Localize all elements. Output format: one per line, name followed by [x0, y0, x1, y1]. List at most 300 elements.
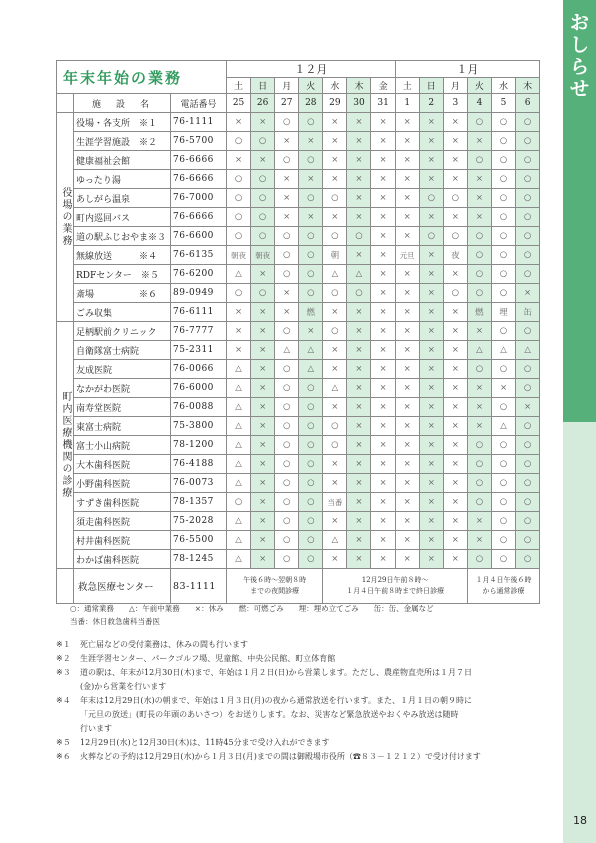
status-cell: ○: [251, 284, 275, 303]
status-cell: ×: [419, 132, 443, 151]
status-cell: ×: [275, 132, 299, 151]
status-cell: ○: [419, 189, 443, 208]
facility-name: 友成医院: [74, 360, 171, 379]
footnote-key: ※３: [56, 668, 71, 677]
status-cell: ×: [323, 151, 347, 170]
status-cell: ×: [395, 550, 419, 569]
table-row: [57, 189, 540, 208]
status-cell: ○: [275, 151, 299, 170]
status-cell: ×: [323, 341, 347, 360]
status-cell: ○: [299, 436, 323, 455]
status-cell: ×: [323, 455, 347, 474]
status-cell: ○: [299, 227, 323, 246]
weekday-cell: 木: [516, 78, 540, 94]
status-cell: ×: [419, 398, 443, 417]
status-cell: ○: [275, 531, 299, 550]
status-cell: ○: [275, 379, 299, 398]
status-cell: ○: [491, 227, 515, 246]
table-row: [57, 208, 540, 227]
status-cell: ×: [323, 170, 347, 189]
status-cell: ○: [299, 512, 323, 531]
facility-phone: 78-1357: [171, 493, 227, 512]
facility-name: 自衛隊富士病院: [74, 341, 171, 360]
status-cell: △: [227, 512, 251, 531]
status-cell: ○: [251, 227, 275, 246]
footnote-text: 年末は12月29日(水)の朝まで、年始は１月３日(月)の夜から通常放送を行います。また、１月１日の朝９時に 「元旦の放送」(町長の年頭のあいさつ）をお送りします。なお、災害など緊急放送やおくやみ放送は随時 行います: [80, 696, 473, 733]
facility-name: あしがら温泉: [74, 189, 171, 208]
table-row: [57, 493, 540, 512]
group-label-medical: 町内医療機関の診療: [57, 322, 74, 569]
status-cell: ×: [467, 208, 491, 227]
status-cell: ×: [347, 170, 371, 189]
date-cell: 25: [227, 94, 251, 113]
status-cell: ○: [516, 151, 540, 170]
status-cell: ×: [467, 379, 491, 398]
status-cell: ×: [371, 360, 395, 379]
weekday-cell: 水: [491, 78, 515, 94]
status-cell: ×: [395, 360, 419, 379]
status-cell: ×: [251, 531, 275, 550]
facility-phone: 76-5700: [171, 132, 227, 151]
status-cell: ×: [395, 493, 419, 512]
status-cell: ×: [419, 360, 443, 379]
status-cell: ○: [323, 227, 347, 246]
facility-name: ゆったり湯: [74, 170, 171, 189]
status-cell: ×: [251, 550, 275, 569]
status-cell: ×: [299, 322, 323, 341]
weekday-cell: 日: [419, 78, 443, 94]
status-cell: ×: [347, 151, 371, 170]
status-cell: ×: [467, 531, 491, 550]
emergency-row: [57, 569, 540, 604]
status-cell: ○: [491, 189, 515, 208]
status-cell: ○: [275, 227, 299, 246]
status-cell: ○: [275, 550, 299, 569]
facility-name: 生涯学習施設 ※２: [74, 132, 171, 151]
status-cell: ×: [371, 303, 395, 322]
table-row: [57, 360, 540, 379]
status-cell: ○: [275, 246, 299, 265]
footnote: [56, 736, 550, 750]
status-cell: ×: [395, 284, 419, 303]
table-row: [57, 246, 540, 265]
status-cell: ×: [419, 151, 443, 170]
status-cell: ×: [516, 398, 540, 417]
status-cell: ○: [467, 436, 491, 455]
status-cell: ○: [516, 360, 540, 379]
status-cell: ×: [443, 360, 467, 379]
status-cell: ○: [299, 284, 323, 303]
status-cell: ○: [491, 512, 515, 531]
facility-phone: 76-0073: [171, 474, 227, 493]
footnote-text: 12月29日(水)と12月30日(木)は、11時45分まで受け入れができます: [80, 738, 330, 747]
sidebar-band: [563, 0, 596, 843]
status-cell: ○: [299, 189, 323, 208]
weekday-cell: 木: [347, 78, 371, 94]
status-cell: ○: [516, 417, 540, 436]
status-cell: 燃: [299, 303, 323, 322]
status-cell: ×: [395, 417, 419, 436]
status-cell: ○: [467, 284, 491, 303]
facility-name: 斎場 ※６: [74, 284, 171, 303]
status-cell: ×: [347, 189, 371, 208]
weekday-cell: 火: [299, 78, 323, 94]
status-cell: ×: [251, 474, 275, 493]
status-cell: ○: [275, 398, 299, 417]
status-cell: 朝: [323, 246, 347, 265]
status-cell: ×: [443, 512, 467, 531]
status-cell: ×: [251, 303, 275, 322]
status-cell: ×: [347, 379, 371, 398]
status-cell: ×: [395, 379, 419, 398]
status-cell: ×: [275, 284, 299, 303]
status-cell: ○: [516, 246, 540, 265]
status-cell: △: [275, 341, 299, 360]
status-cell: ○: [491, 322, 515, 341]
header-facility: 施 設 名: [74, 94, 171, 113]
status-cell: ×: [419, 208, 443, 227]
status-cell: ×: [323, 113, 347, 132]
status-cell: ○: [251, 189, 275, 208]
status-cell: ○: [275, 265, 299, 284]
weekday-cell: 月: [275, 78, 299, 94]
status-cell: ×: [419, 170, 443, 189]
status-cell: ○: [516, 113, 540, 132]
status-cell: ○: [491, 246, 515, 265]
legend: [70, 602, 434, 628]
legend-symbols: ○：通常業務 △：午前中業務 ×：休み 燃：可燃ごみ 埋：埋め立てごみ 缶：缶、金属など: [70, 604, 434, 613]
status-cell: ×: [419, 284, 443, 303]
facility-phone: 76-4188: [171, 455, 227, 474]
status-cell: ×: [323, 303, 347, 322]
status-cell: ○: [467, 360, 491, 379]
status-cell: ○: [323, 436, 347, 455]
status-cell: ×: [251, 512, 275, 531]
status-cell: ×: [443, 113, 467, 132]
status-cell: ×: [443, 265, 467, 284]
status-cell: ○: [275, 360, 299, 379]
status-cell: ×: [419, 246, 443, 265]
status-cell: ×: [275, 208, 299, 227]
facility-name: ごみ収集: [74, 303, 171, 322]
status-cell: ×: [299, 208, 323, 227]
table-row: [57, 113, 540, 132]
facility-phone: 75-2311: [171, 341, 227, 360]
status-cell: ×: [275, 170, 299, 189]
facility-name: 須走歯科医院: [74, 512, 171, 531]
status-cell: ×: [347, 512, 371, 531]
status-cell: ×: [395, 341, 419, 360]
status-cell: ○: [516, 322, 540, 341]
status-cell: ○: [251, 132, 275, 151]
status-cell: ○: [491, 550, 515, 569]
status-cell: ×: [395, 189, 419, 208]
status-cell: ○: [299, 531, 323, 550]
status-cell: ×: [227, 341, 251, 360]
facility-name: 南寿堂医院: [74, 398, 171, 417]
emergency-note-normal: １月４日午後６時 から通常診療: [467, 569, 539, 604]
status-cell: △: [227, 398, 251, 417]
status-cell: ×: [251, 436, 275, 455]
status-cell: ○: [299, 493, 323, 512]
status-cell: △: [227, 474, 251, 493]
status-cell: ×: [371, 550, 395, 569]
status-cell: △: [323, 531, 347, 550]
status-cell: ×: [323, 360, 347, 379]
date-cell: 3: [443, 94, 467, 113]
status-cell: 燃: [467, 303, 491, 322]
status-cell: ○: [516, 132, 540, 151]
status-cell: ×: [443, 322, 467, 341]
facility-name: 富士小山病院: [74, 436, 171, 455]
status-cell: ○: [516, 455, 540, 474]
status-cell: ×: [371, 132, 395, 151]
emergency-phone: 83-1111: [171, 569, 227, 604]
status-cell: ○: [467, 265, 491, 284]
status-cell: ○: [516, 208, 540, 227]
status-cell: 元旦: [395, 246, 419, 265]
status-cell: △: [227, 531, 251, 550]
status-cell: ○: [299, 113, 323, 132]
status-cell: ○: [347, 227, 371, 246]
status-cell: ×: [395, 474, 419, 493]
status-cell: ×: [347, 493, 371, 512]
status-cell: ×: [251, 360, 275, 379]
status-cell: ×: [443, 474, 467, 493]
status-cell: ○: [323, 322, 347, 341]
table-row: [57, 303, 540, 322]
emergency-note-allday: 12月29日午前８時～ １月４日午前８時まで終日診療: [323, 569, 468, 604]
footnote: [56, 666, 550, 694]
status-cell: 夜: [443, 246, 467, 265]
status-cell: ×: [443, 341, 467, 360]
status-cell: ×: [467, 132, 491, 151]
status-cell: ×: [371, 417, 395, 436]
status-cell: ×: [395, 265, 419, 284]
weekday-cell: 土: [395, 78, 419, 94]
status-cell: ×: [443, 132, 467, 151]
status-cell: ×: [443, 436, 467, 455]
facility-phone: 76-0088: [171, 398, 227, 417]
emergency-name: 救急医療センター: [74, 569, 171, 604]
status-cell: ×: [395, 151, 419, 170]
status-cell: ×: [467, 512, 491, 531]
status-cell: ○: [299, 265, 323, 284]
status-cell: ×: [395, 170, 419, 189]
status-cell: ○: [323, 189, 347, 208]
status-cell: ×: [395, 208, 419, 227]
status-cell: 当番: [323, 493, 347, 512]
status-cell: ×: [323, 550, 347, 569]
sidebar-title-block: [563, 0, 596, 422]
status-cell: ×: [347, 474, 371, 493]
table-row: [57, 417, 540, 436]
status-cell: ×: [395, 398, 419, 417]
weekday-cell: 日: [251, 78, 275, 94]
facility-name: 足柄駅前クリニック: [74, 322, 171, 341]
facility-phone: 75-2028: [171, 512, 227, 531]
status-cell: ○: [516, 474, 540, 493]
facility-phone: 76-0066: [171, 360, 227, 379]
status-cell: ○: [299, 455, 323, 474]
status-cell: ×: [227, 151, 251, 170]
footnote-key: ※２: [56, 654, 71, 663]
status-cell: ○: [299, 474, 323, 493]
status-cell: ○: [227, 227, 251, 246]
status-cell: 缶: [516, 303, 540, 322]
footnote-text: 火葬などの予約は12月29日(水)から１月３日(月)までの間は御殿場市役所（☎８３－１２１２）で受け付けます: [80, 752, 481, 761]
status-cell: ○: [491, 284, 515, 303]
sidebar-title: お し ら せ: [569, 12, 589, 100]
status-cell: ×: [371, 341, 395, 360]
status-cell: ○: [491, 493, 515, 512]
status-cell: ×: [371, 455, 395, 474]
status-cell: ×: [395, 132, 419, 151]
month-january: １月: [395, 61, 540, 78]
status-cell: ×: [347, 132, 371, 151]
facility-phone: 76-7777: [171, 322, 227, 341]
status-cell: ×: [347, 303, 371, 322]
status-cell: ○: [491, 151, 515, 170]
status-cell: ×: [467, 322, 491, 341]
status-cell: ○: [275, 322, 299, 341]
status-cell: ×: [251, 151, 275, 170]
facility-name: 無線放送 ※４: [74, 246, 171, 265]
status-cell: ○: [227, 208, 251, 227]
status-cell: ×: [371, 284, 395, 303]
footnote-text: 道の駅は、年末が12月30日(木)まで、年始は１月２日(日)から営業します。ただし、農産物直売所は１月７日 (金)から営業を行います: [80, 668, 473, 691]
status-cell: △: [491, 417, 515, 436]
status-cell: ×: [419, 531, 443, 550]
table-row: [57, 474, 540, 493]
status-cell: ×: [347, 208, 371, 227]
status-cell: ○: [227, 189, 251, 208]
status-cell: ○: [227, 132, 251, 151]
status-cell: ×: [443, 550, 467, 569]
date-cell: 2: [419, 94, 443, 113]
status-cell: ×: [371, 227, 395, 246]
status-cell: ×: [395, 303, 419, 322]
status-cell: ×: [395, 512, 419, 531]
schedule-table: [56, 60, 540, 604]
facility-phone: 76-6600: [171, 227, 227, 246]
status-cell: ×: [251, 417, 275, 436]
status-cell: △: [227, 360, 251, 379]
status-cell: ×: [443, 455, 467, 474]
status-cell: ×: [467, 398, 491, 417]
facility-phone: 78-1200: [171, 436, 227, 455]
status-cell: △: [323, 265, 347, 284]
status-cell: △: [299, 360, 323, 379]
status-cell: ×: [347, 113, 371, 132]
status-cell: ×: [251, 493, 275, 512]
status-cell: ×: [443, 151, 467, 170]
status-cell: ×: [347, 398, 371, 417]
facility-phone: 76-6135: [171, 246, 227, 265]
footnote-key: ※５: [56, 738, 71, 747]
table-row: [57, 379, 540, 398]
table-row: [57, 531, 540, 550]
header-phone: 電話番号: [171, 94, 227, 113]
status-cell: ×: [467, 170, 491, 189]
status-cell: ×: [347, 455, 371, 474]
status-cell: ×: [419, 113, 443, 132]
status-cell: △: [227, 265, 251, 284]
status-cell: ○: [491, 170, 515, 189]
table-row: [57, 170, 540, 189]
weekday-cell: 月: [443, 78, 467, 94]
table-row: [57, 284, 540, 303]
table-row: [57, 132, 540, 151]
status-cell: △: [491, 341, 515, 360]
footnote-text: 生涯学習センター、パークゴルフ場、児童館、中央公民館、町立体育館: [80, 654, 336, 663]
status-cell: ×: [371, 170, 395, 189]
status-cell: ×: [371, 322, 395, 341]
status-cell: 朝夜: [227, 246, 251, 265]
facility-name: すずき歯科医院: [74, 493, 171, 512]
table-row: [57, 550, 540, 569]
facility-name: なかがわ医院: [74, 379, 171, 398]
status-cell: ×: [371, 151, 395, 170]
status-cell: △: [467, 341, 491, 360]
emergency-note-night: 午後６時～翌朝８時 までの夜間診療: [227, 569, 323, 604]
status-cell: ○: [251, 170, 275, 189]
status-cell: ×: [395, 322, 419, 341]
status-cell: ×: [251, 398, 275, 417]
status-cell: ○: [467, 474, 491, 493]
table-row: [57, 512, 540, 531]
footnote-key: ※１: [56, 640, 71, 649]
page-number: 18: [573, 814, 587, 827]
status-cell: ×: [395, 455, 419, 474]
facility-phone: 76-6666: [171, 151, 227, 170]
status-cell: ○: [491, 398, 515, 417]
status-cell: ×: [251, 341, 275, 360]
status-cell: ×: [323, 208, 347, 227]
status-cell: ×: [443, 417, 467, 436]
footnote: [56, 694, 550, 736]
status-cell: ×: [347, 322, 371, 341]
status-cell: ×: [227, 303, 251, 322]
status-cell: ×: [347, 550, 371, 569]
status-cell: ×: [443, 531, 467, 550]
date-cell: 29: [323, 94, 347, 113]
footnote: [56, 638, 550, 652]
status-cell: ×: [395, 113, 419, 132]
status-cell: ×: [443, 493, 467, 512]
status-cell: ×: [395, 227, 419, 246]
status-cell: ○: [275, 474, 299, 493]
status-cell: ○: [491, 265, 515, 284]
facility-name: 小野歯科医院: [74, 474, 171, 493]
status-cell: △: [227, 455, 251, 474]
status-cell: △: [323, 379, 347, 398]
status-cell: ○: [491, 132, 515, 151]
status-cell: ○: [491, 436, 515, 455]
status-cell: ×: [251, 322, 275, 341]
footnote: [56, 750, 550, 764]
status-cell: ×: [323, 474, 347, 493]
date-cell: 6: [516, 94, 540, 113]
header-blank: [57, 94, 74, 113]
status-cell: ×: [347, 417, 371, 436]
status-cell: ○: [275, 512, 299, 531]
status-cell: ○: [227, 284, 251, 303]
status-cell: ○: [491, 455, 515, 474]
status-cell: ○: [275, 417, 299, 436]
status-cell: ×: [347, 436, 371, 455]
status-cell: ×: [443, 303, 467, 322]
